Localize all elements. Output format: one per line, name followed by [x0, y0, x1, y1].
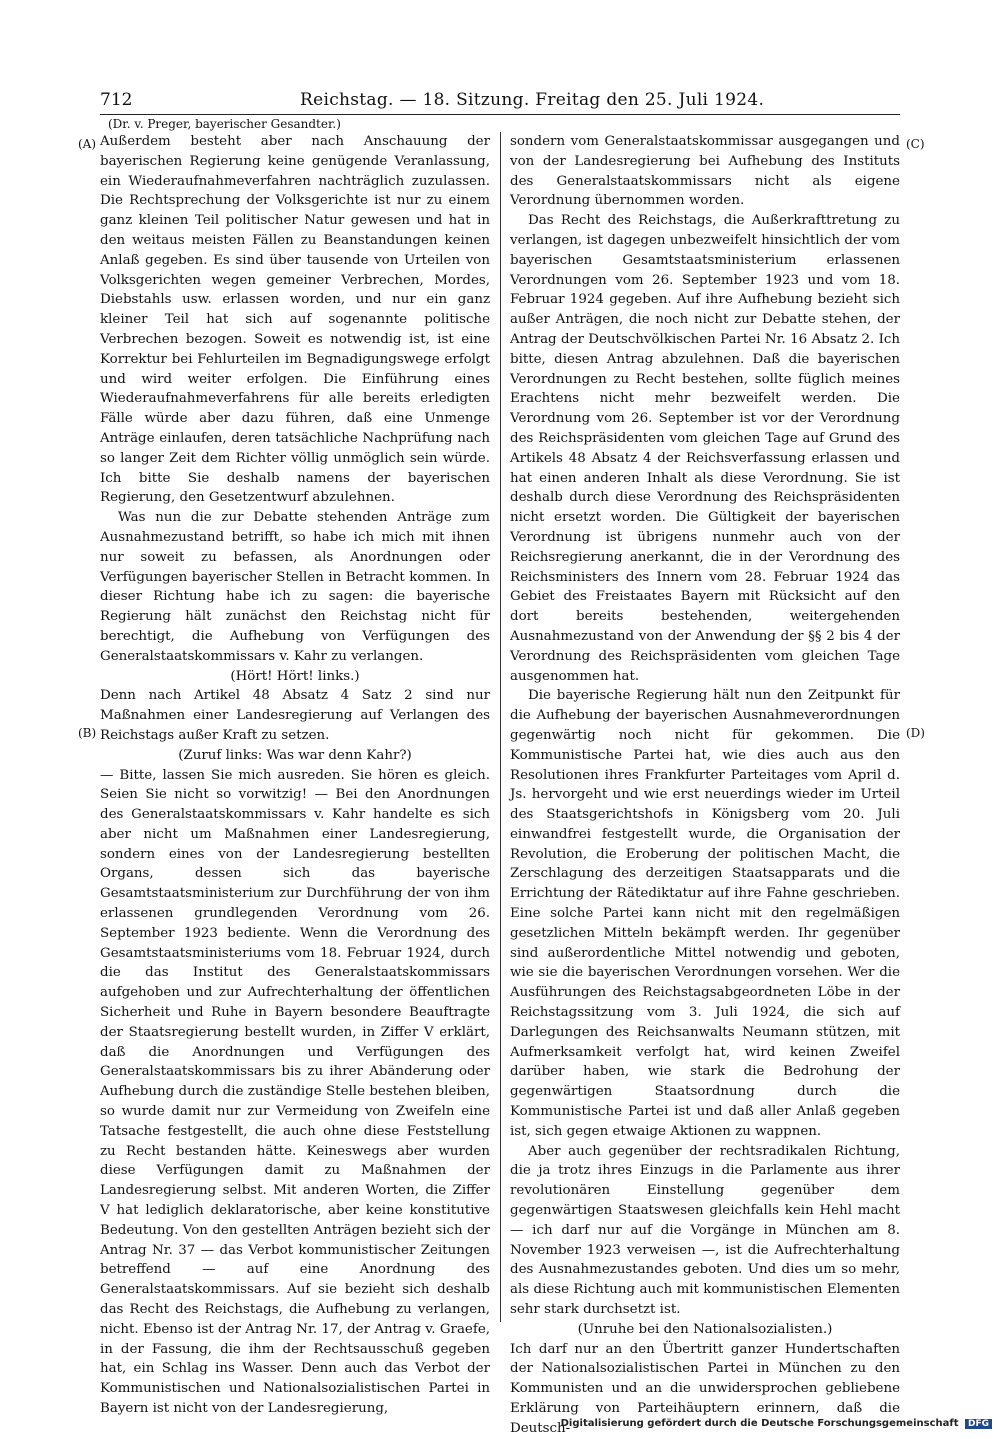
- paragraph: sondern vom Generalstaatskommissar ausgegangen und von der Landesregierung bei Aufhebung des Instituts des Generalstaatskommissars nicht als eigene Verordnung übernommen worden.: [510, 134, 900, 209]
- interjection: (Zuruf links: Was war denn Kahr?): [178, 747, 412, 763]
- footer-credit: [561, 1418, 992, 1429]
- page-header: [100, 88, 900, 115]
- margin-label-a: (A): [78, 137, 97, 151]
- interjection: (Unruhe bei den Nationalsozialisten.): [577, 1321, 833, 1337]
- paragraph: Aber auch gegenüber der rechtsradikalen Richtung, die ja trotz ihres Einzugs in die Parlamente aus ihrer revolutionären Einstellung gegenüber dem gegenwärtigen Staatswesen gleichfalls kein Hehl macht — ich darf nur auf die Vorgänge in München am 8. November 1923 verweisen —, ist die Aufrechterhaltung des Ausnahmezustandes geboten. Und dies um so mehr, als diese Richtung auch mit kommunistischen Elementen sehr stark durchsetzt ist.: [510, 1143, 900, 1318]
- paragraph: Denn nach Artikel 48 Absatz 4 Satz 2 sind nur Maßnahmen einer Landesregierung auf Verlangen des Reichstags außer Kraft zu setzen.: [100, 688, 490, 743]
- column-divider: [500, 132, 501, 1322]
- paragraph: Was nun die zur Debatte stehenden Anträge zum Ausnahmezustand betrifft, so habe ich mich mit ihnen nur soweit zu befassen, als Anordnungen oder Verfügungen bayerischer Stellen in Betracht kommen. In dieser Richtung habe ich zu sagen: die bayerische Regierung hält zunächst den Reichstag nicht für berechtigt, die Aufhebung von Verfügungen des Generalstaatskommissars v. Kahr zu verlangen.: [100, 510, 490, 664]
- dfg-logo: DFG: [965, 1419, 992, 1429]
- paragraph: Die bayerische Regierung hält nun den Zeitpunkt für die Aufhebung der bayerischen Ausnahmeverordnungen gegenwärtig noch nicht für gekommen. Die Kommunistische Partei hat, wie dies auch aus den Resolutionen ihres Frankfurter Parteitages vom April d. Js. hervorgeht und wie erst neuerdings wieder im Urteil des Staatsgerichtshofs in Königsberg vom 20. Juli einwandfrei festgestellt wurde, die Organisation der Revolution, die Eroberung der politischen Macht, die Zerschlagung des derzeitigen Staatsapparats und die Errichtung der Rätediktatur auf ihre Fahne geschrieben. Eine solche Partei kann nicht mit den regelmäßigen gesetzlichen Mitteln bekämpft werden. Ihr gegenüber sind außerordentliche Mittel notwendig und geboten, wie sie die bayerischen Verordnungen vorsehen. Wer die Ausführungen des Reichstagsabgeordneten Löbe in der Reichstagssitzung vom 3. Juli 1924, die sich auf Darlegungen des Reichsanwalts Neumann stützen, mit Aufmerksamkeit verfolgt hat, wird keinen Zweifel darüber haben, wie stark die Bedrohung der gegenwärtigen Staatsordnung durch die Kommunistische Partei ist und daß aller Anlaß gegeben ist, sich gegen etwaige Aktionen zu wappnen.: [510, 688, 900, 1139]
- margin-label-c: (C): [906, 137, 925, 151]
- margin-label-b: (B): [78, 726, 97, 740]
- paragraph: Ich darf nur an den Übertritt ganzer Hundertschaften der Nationalsozialistischen Partei in München zu den Kommunisten und an die unwidersprochen gebliebene Erklärung von Parteihäuptern erinnern, daß die Deutsch-: [510, 1341, 900, 1436]
- interjection: (Hört! Hört! links.): [230, 668, 360, 684]
- footer-text: Digitalisierung gefördert durch die Deutsche Forschungsgemeinschaft: [560, 1418, 959, 1429]
- paragraph: Außerdem besteht aber nach Anschauung der bayerischen Regierung keine genügende Veranlassung, ein Wiederaufnahmeverfahren nachträglich zuzulassen. Die Rechtsprechung der Volksgerichte ist nur zu einem ganz kleinen Teil politischer Natur gewesen und hat in den weitaus meisten Fällen zu Beanstandungen keinen Anlaß gegeben. Es sind über tausende von Urteilen von Volksgerichten wegen gemeiner Verbrechen, Mordes, Diebstahls usw. erlassen worden, und nur ein ganz kleiner Teil hat sich auf sogenannte politische Verbrechen bezogen. Soweit es notwendig ist, ist eine Korrektur bei Fehlurteilen im Begnadigungswege erfolgt und wird weiter erfolgen. Die Einführung eines Wiederaufnahmeverfahrens für alle bereits erledigten Fälle würde aber dazu führen, daß eine Unmenge Anträge einlaufen, deren tatsächliche Nachprüfung nach so langer Zeit dem Richter völlig unmöglich sein würde. Ich bitte Sie deshalb namens der bayerischen Regierung, den Gesetzentwurf abzulehnen.: [100, 134, 490, 506]
- right-column: [510, 132, 900, 1439]
- running-title: Reichstag. — 18. Sitzung. Freitag den 25. Juli 1924.: [300, 90, 765, 110]
- paragraph: — Bitte, lassen Sie mich ausreden. Sie hören es gleich. Seien Sie nicht so vorwitzig! — Bei den Anordnungen des Generalstaatskommissars v. Kahr handelte es sich aber nicht um Maßnahmen einer Landesregierung, sondern eines von der Landesregierung bestellten Organs, dessen sich das bayerische Gesamtstaatsministerium zur Durchführung der von ihm erlassenen grundlegenden Verordnung vom 26. September 1923 bediente. Wenn die Verordnung des Gesamtstaatsministeriums vom 18. Februar 1924, durch die das Institut des Generalstaatskommissars aufgehoben und zur Aufrechterhaltung der öffentlichen Sicherheit und Ruhe in Bayern besondere Beauftragte der Staatsregierung bestellt wurden, in Ziffer V erklärt, daß die Anordnungen und Verfügungen des Generalstaatskommissars bis zu ihrer Abänderung oder Aufhebung durch die zuständige Stelle bestehen bleiben, so wurde damit nur zur Vermeidung von Zweifeln eine Tatsache festgestellt, die auch ohne diese Feststellung zu Recht bestanden hätte. Keineswegs aber wurden diese Verfügungen damit zu Maßnahmen der Landesregierung selbst. Mit anderen Worten, die Ziffer V hat lediglich deklaratorische, aber keine konstitutive Bedeutung. Von den gestellten Anträgen bezieht sich der Antrag Nr. 37 — das Verbot kommunistischer Zeitungen betreffend — auf eine Anordnung des Generalstaatskommissars. Auf sie bezieht sich deshalb das Recht des Reichstags, die Aufhebung zu verlangen, nicht. Ebenso ist der Antrag Nr. 17, der Antrag v. Graefe, in der Fassung, die ihm der Rechtsausschuß gegeben hat, ein Schlag ins Wasser. Denn auch das Verbot der Kommunistischen und Nationalsozialistischen Partei in Bayern ist nicht von der Landesregierung,: [100, 767, 490, 1416]
- page-number: 712: [100, 90, 133, 110]
- paragraph: Das Recht des Reichstags, die Außerkrafttretung zu verlangen, ist dagegen unbezweifelt hinsichtlich der vom bayerischen Gesamtstaatsministerium erlassenen Verordnungen vom 26. September 1923 und vom 18. Februar 1924 gegeben. Auf ihre Aufhebung bezieht sich außer Anträgen, die noch nicht zur Debatte stehen, der Antrag der Deutschvölkischen Partei Nr. 16 Absatz 2. Ich bitte, diesen Antrag abzulehnen. Daß die bayerischen Verordnungen zu Recht bestehen, sollte füglich meines Erachtens nicht mehr bezweifelt werden. Die Verordnung vom 26. September ist vor der Verordnung des Reichspräsidenten vom gleichen Tage auf Grund des Artikels 48 Absatz 4 der Reichsverfassung erlassen und hat einen anderen Inhalt als diese Verordnung. Sie ist deshalb durch diese Verordnung des Reichspräsidenten nicht ersetzt worden. Die Gültigkeit der bayerischen Verordnung ist übrigens nunmehr auch von der Reichsregierung anerkannt, die in der Verordnung des Reichsministers des Innern vom 28. Februar 1924 das Gebiet des Freistaates Bayern mit Rücksicht auf den dort bereits bestehenden, weitergehenden Ausnahmezustand von der Anwendung der §§ 2 bis 4 der Verordnung des Reichspräsidenten vom gleichen Tage ausgenommen hat.: [510, 213, 900, 684]
- left-column: [100, 132, 490, 1419]
- speaker-line: (Dr. v. Preger, bayerischer Gesandter.): [108, 117, 341, 131]
- margin-label-d: (D): [906, 726, 925, 740]
